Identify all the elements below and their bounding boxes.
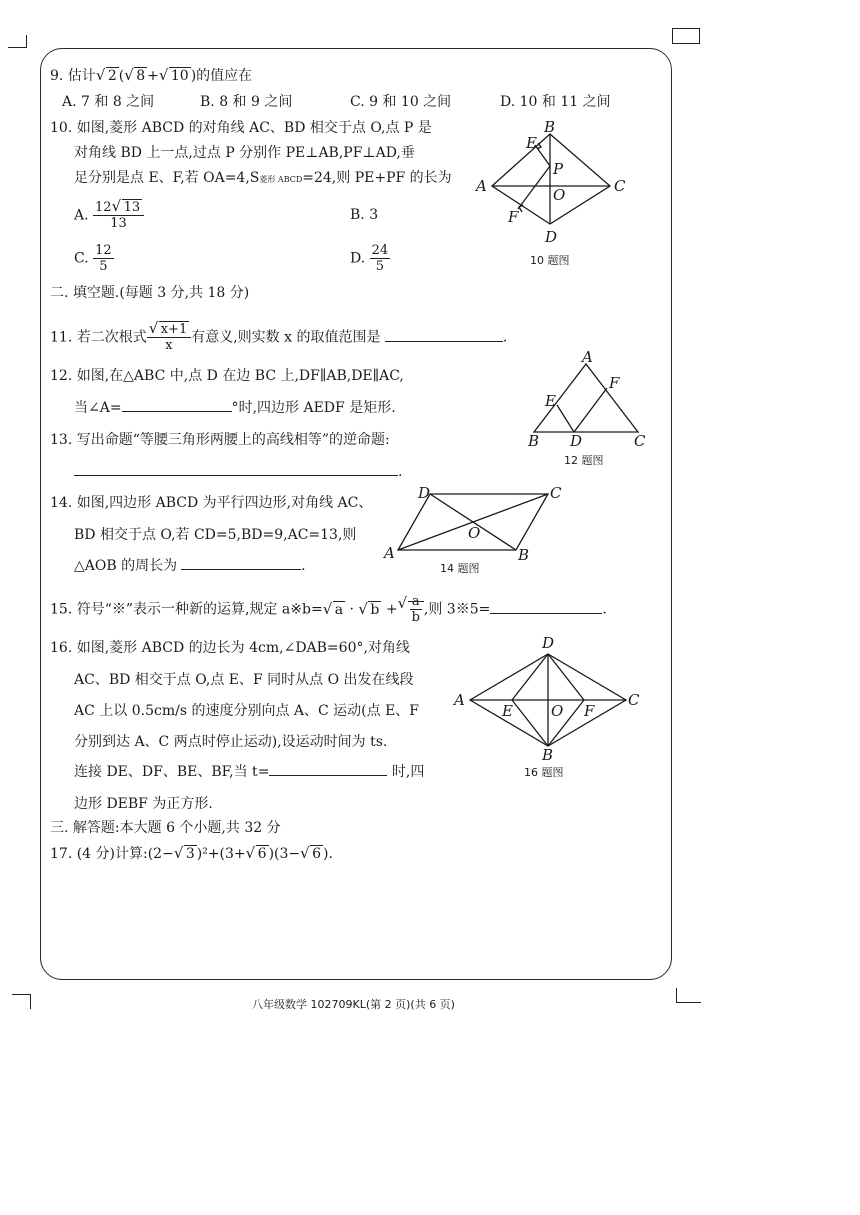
corner-mark-top-left bbox=[8, 35, 27, 48]
q10-line2: 对角线 BD 上一点,过点 P 分别作 PE⊥AB,PF⊥AD,垂 bbox=[74, 145, 415, 161]
q12-caption: 12 题图 bbox=[564, 454, 604, 467]
q16-label-f: F bbox=[584, 702, 595, 720]
q13-answer-line: . bbox=[74, 462, 402, 482]
q10-option-c: C. $\frac{12}{5}$ bbox=[74, 243, 112, 274]
q10-label-o: O bbox=[553, 186, 566, 204]
q9-option-a: A. 7 和 8 之间 bbox=[62, 94, 155, 110]
q12-label-d: D bbox=[570, 432, 583, 450]
q10-label-e: E bbox=[526, 134, 537, 152]
q16-line5: 连接 DE、DF、BE、BF,当 t= 时,四 bbox=[74, 764, 425, 780]
q14-line2: BD 相交于点 O,若 CD=5,BD=9,AC=13,则 bbox=[74, 527, 357, 543]
q10-label-f: F bbox=[508, 208, 519, 226]
section-2-heading: 二. 填空题.(每题 3 分,共 18 分) bbox=[50, 285, 250, 301]
q12-label-c: C bbox=[634, 432, 646, 450]
q14-label-b: B bbox=[518, 546, 530, 564]
q12-label-e: E bbox=[545, 392, 556, 410]
q14-label-o: O bbox=[468, 524, 481, 542]
corner-mark-bottom-right bbox=[676, 988, 701, 1003]
q10-option-a: A. $\frac{12√ 13}{13}$ bbox=[74, 200, 144, 231]
q16-label-b: B bbox=[542, 746, 554, 764]
q9-option-d: D. 10 和 11 之间 bbox=[500, 94, 611, 110]
q10-figure bbox=[470, 118, 640, 278]
q16-label-c: C bbox=[628, 691, 640, 709]
q16-line6: 边形 DEBF 为正方形. bbox=[74, 796, 213, 812]
q12-label-b: B bbox=[528, 432, 540, 450]
q9-option-b: B. 8 和 9 之间 bbox=[200, 94, 293, 110]
q12-line2: 当∠A= °时,四边形 AEDF 是矩形. bbox=[74, 400, 396, 416]
q14-label-d: D bbox=[418, 484, 431, 502]
q12-figure bbox=[520, 348, 660, 472]
q10-option-d: D. $\frac{24}{5}$ bbox=[350, 243, 389, 274]
q14-label-c: C bbox=[550, 484, 562, 502]
corner-mark-bottom-left bbox=[12, 994, 31, 1009]
q16-label-d: D bbox=[542, 634, 555, 652]
q10-label-d: D bbox=[545, 228, 558, 246]
q16-line3: AC 上以 0.5cm/s 的速度分别向点 A、C 运动(点 E、F bbox=[74, 703, 420, 719]
q10-option-b: B. 3 bbox=[350, 207, 379, 223]
q16-line4: 分别到达 A、C 两点时停止运动),设运动时间为 ts. bbox=[74, 734, 388, 750]
page-footer: 八年级数学 102709KL(第 2 页)(共 6 页) bbox=[252, 998, 455, 1011]
q14-line1: 14. 如图,四边形 ABCD 为平行四边形,对角线 AC、 bbox=[50, 495, 373, 511]
q16-label-o: O bbox=[551, 702, 564, 720]
q16-caption: 16 题图 bbox=[524, 766, 564, 779]
corner-mark-top-right bbox=[672, 28, 700, 44]
q16-label-a: A bbox=[454, 691, 465, 709]
q14-label-a: A bbox=[384, 544, 395, 562]
q14-caption: 14 题图 bbox=[440, 562, 480, 575]
q9-stem: 9. 估计√ 2 (√ 8 +√ 10 )的值应在 bbox=[50, 66, 252, 86]
q11: 11. 若二次根式 √ $\frac{x+1}{x}$ 有意义,则实数 x 的取值范围是 . bbox=[50, 322, 507, 353]
q16-figure bbox=[450, 630, 640, 786]
q10-label-c: C bbox=[614, 177, 626, 195]
q17: 17. (4 分)计算:(2−√ 3 )²+(3+√ 6 )(3−√ 6 ). bbox=[50, 844, 333, 864]
q10-label-p: P bbox=[553, 160, 564, 178]
q12-line1: 12. 如图,在△ABC 中,点 D 在边 BC 上,DF∥AB,DE∥AC, bbox=[50, 368, 404, 384]
q16-line2: AC、BD 相交于点 O,点 E、F 同时从点 O 出发在线段 bbox=[74, 672, 414, 688]
q15: 15. 符号“※”表示一种新的运算,规定 a※b=√ a · √ b + √ $\frac{a}{b}$ ,则 3※5= . bbox=[50, 594, 607, 625]
q12-label-f: F bbox=[609, 374, 620, 392]
q14-figure bbox=[380, 484, 570, 578]
q13-line1: 13. 写出命题“等腰三角形两腰上的高线相等”的逆命题: bbox=[50, 432, 390, 448]
q14-line3: △AOB 的周长为 . bbox=[74, 558, 306, 574]
q16-label-e: E bbox=[502, 702, 513, 720]
q16-line1: 16. 如图,菱形 ABCD 的边长为 4cm,∠DAB=60°,对角线 bbox=[50, 640, 410, 656]
q12-label-a: A bbox=[582, 348, 593, 366]
q10-caption: 10 题图 bbox=[530, 254, 570, 267]
q10-label-a: A bbox=[476, 177, 487, 195]
section-3-heading: 三. 解答题:本大题 6 个小题,共 32 分 bbox=[50, 820, 281, 836]
q10-line1: 10. 如图,菱形 ABCD 的对角线 AC、BD 相交于点 O,点 P 是 bbox=[50, 120, 432, 136]
q10-line3: 足分别是点 E、F,若 OA=4,S菱形 ABCD=24,则 PE+PF 的长为 bbox=[74, 170, 452, 186]
q9-option-c: C. 9 和 10 之间 bbox=[350, 94, 452, 110]
q10-label-b: B bbox=[544, 118, 556, 136]
